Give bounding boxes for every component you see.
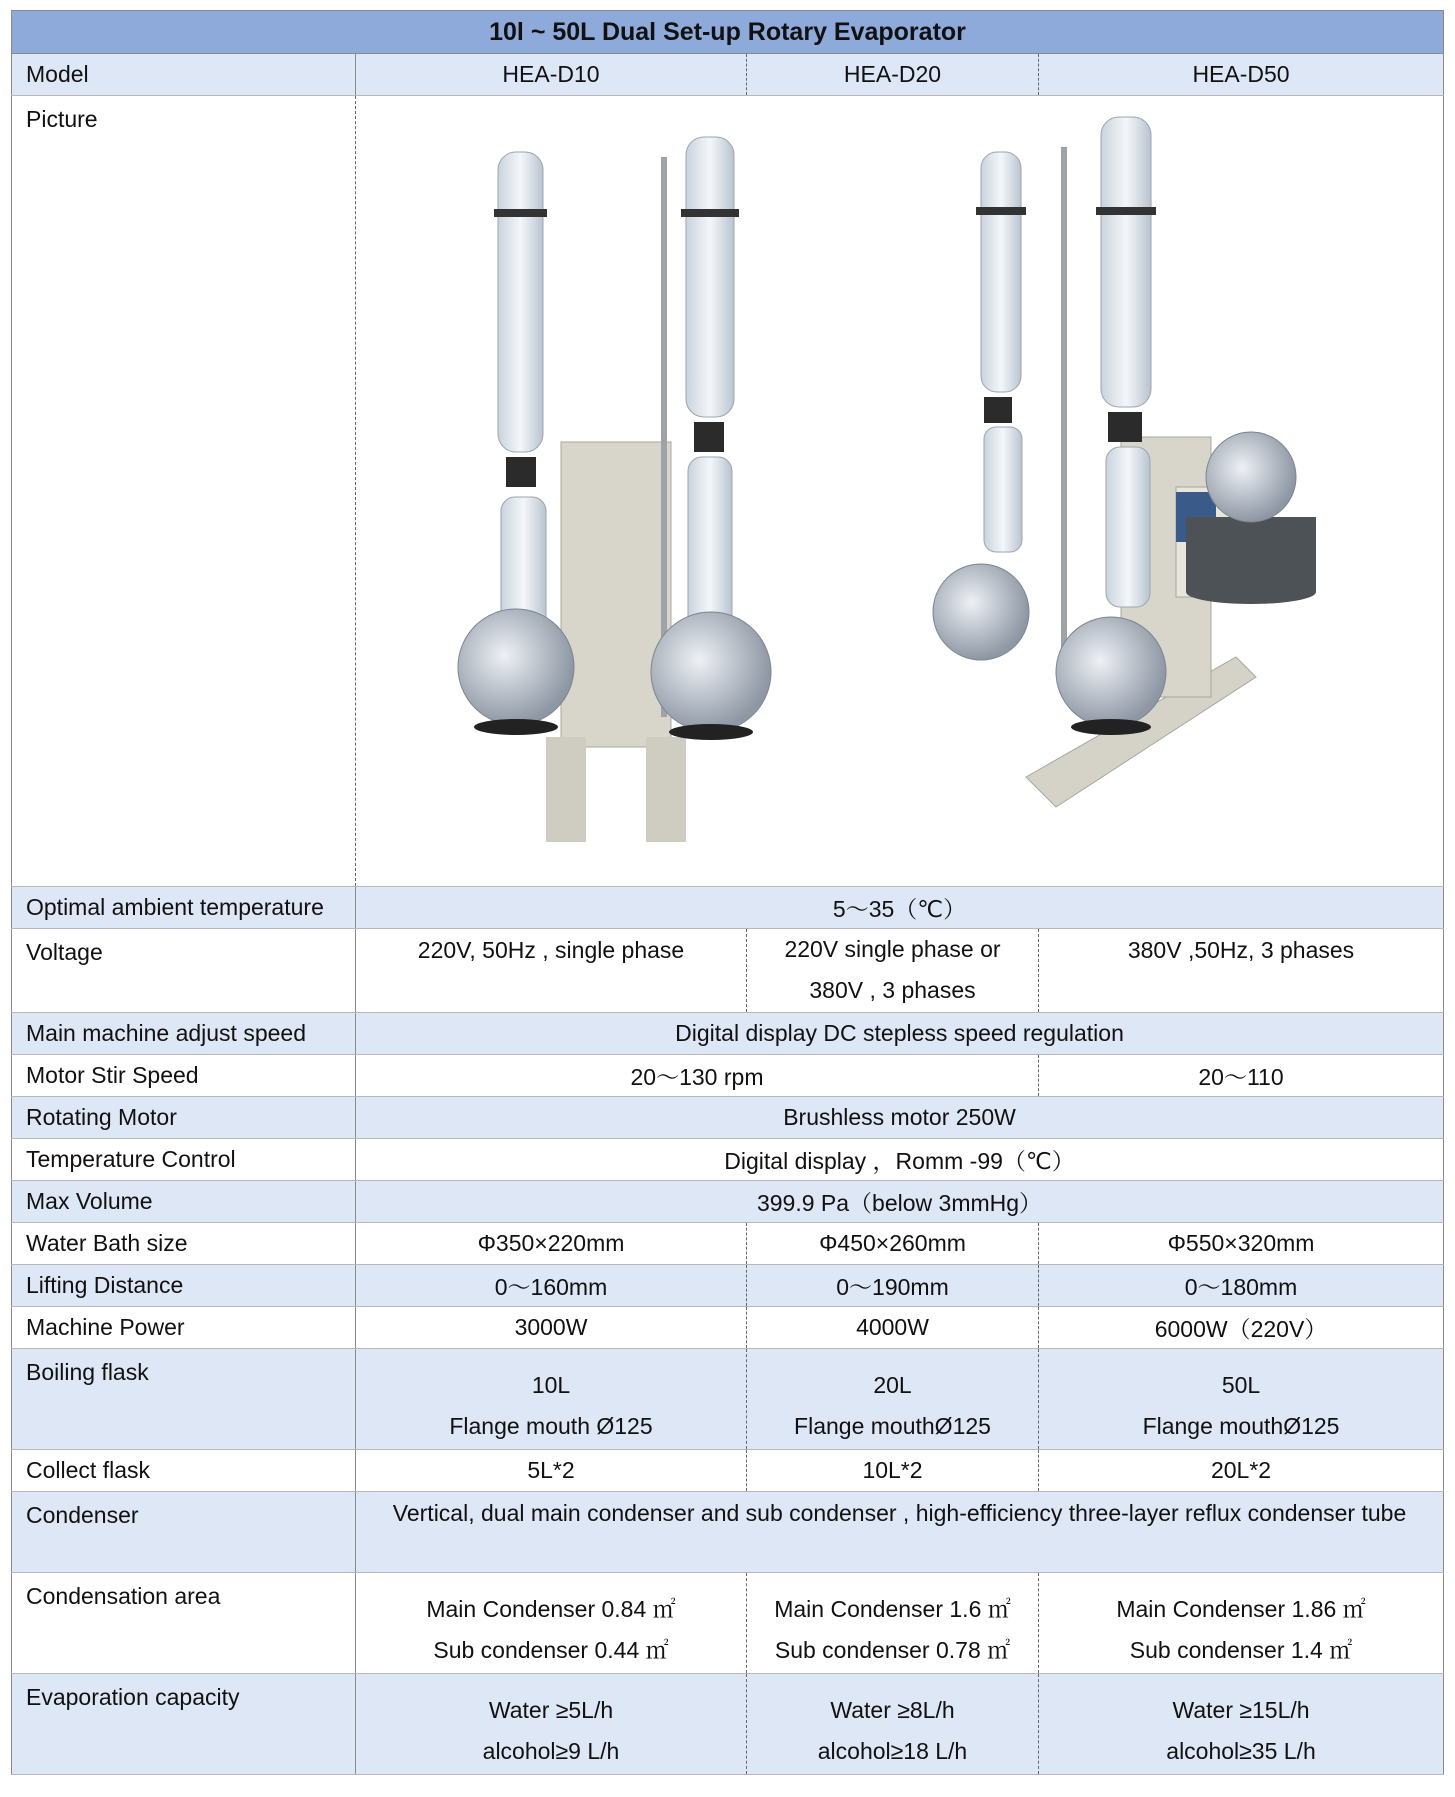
row-power bbox=[12, 1307, 1444, 1349]
power-d20: 4000W bbox=[747, 1307, 1039, 1349]
label-lift: Lifting Distance bbox=[12, 1265, 356, 1307]
row-voltage bbox=[12, 929, 1444, 1013]
product-image bbox=[356, 97, 1442, 886]
boil-d50-flange: Flange mouthØ125 bbox=[1142, 1413, 1340, 1439]
evap-d50-water: Water ≥15L/h bbox=[1172, 1697, 1310, 1723]
evap-d20 bbox=[747, 1674, 1039, 1775]
boil-d20-volume: 20L bbox=[873, 1372, 912, 1398]
bath-d10: Φ350×220mm bbox=[356, 1223, 747, 1265]
condarea-d10-sub: Sub condenser 0.44 ㎡ bbox=[433, 1637, 669, 1663]
boil-d50-volume: 50L bbox=[1221, 1372, 1261, 1398]
label-condenser: Condenser bbox=[12, 1492, 356, 1573]
model-d20: HEA-D20 bbox=[747, 54, 1039, 96]
label-evap: Evaporation capacity bbox=[12, 1674, 356, 1775]
evap-d10-alcohol: alcohol≥9 L/h bbox=[482, 1738, 620, 1764]
voltage-d10: 220V, 50Hz , single phase bbox=[356, 929, 747, 1013]
collect-d20: 10L*2 bbox=[747, 1450, 1039, 1492]
table-title: 10l ~ 50L Dual Set-up Rotary Evaporator bbox=[12, 11, 1444, 54]
stir-d10-d20: 20～130 rpm bbox=[356, 1055, 1039, 1097]
model-d50: HEA-D50 bbox=[1039, 54, 1444, 96]
label-voltage: Voltage bbox=[12, 929, 356, 1013]
label-adjust: Main machine adjust speed bbox=[12, 1013, 356, 1055]
row-adjust bbox=[12, 1013, 1444, 1055]
voltage-d20 bbox=[747, 929, 1039, 1013]
dual-evaporator-right bbox=[933, 117, 1316, 807]
power-d50: 6000W（220V） bbox=[1039, 1307, 1444, 1349]
bath-d50: Φ550×320mm bbox=[1039, 1223, 1444, 1265]
model-d10: HEA-D10 bbox=[356, 54, 747, 96]
row-condarea bbox=[12, 1573, 1444, 1674]
tempctrl-value: Digital display ，Romm -99（℃） bbox=[356, 1139, 1444, 1181]
row-condenser bbox=[12, 1492, 1444, 1573]
evap-d20-water: Water ≥8L/h bbox=[830, 1697, 955, 1723]
condarea-d50 bbox=[1039, 1573, 1444, 1674]
voltage-d20-line1: 220V single phase or bbox=[784, 936, 1001, 962]
label-tempctrl: Temperature Control bbox=[12, 1139, 356, 1181]
boil-d10-flange: Flange mouth Ø125 bbox=[449, 1413, 653, 1439]
lift-d50: 0～180mm bbox=[1039, 1265, 1444, 1307]
label-stir: Motor Stir Speed bbox=[12, 1055, 356, 1097]
boil-d20-flange: Flange mouthØ125 bbox=[794, 1413, 991, 1439]
stir-d50: 20～110 bbox=[1039, 1055, 1444, 1097]
row-stir bbox=[12, 1055, 1444, 1097]
row-temp bbox=[12, 887, 1444, 929]
picture-cell bbox=[356, 96, 1444, 887]
boil-d10-volume: 10L bbox=[531, 1372, 571, 1398]
lift-d10: 0～160mm bbox=[356, 1265, 747, 1307]
label-motor: Rotating Motor bbox=[12, 1097, 356, 1139]
evap-d50-alcohol: alcohol≥35 L/h bbox=[1166, 1738, 1316, 1764]
voltage-d20-line2: 380V , 3 phases bbox=[809, 977, 976, 1003]
lift-d20: 0～190mm bbox=[747, 1265, 1039, 1307]
collect-d10: 5L*2 bbox=[356, 1450, 747, 1492]
condarea-d50-main: Main Condenser 1.86 ㎡ bbox=[1116, 1596, 1366, 1622]
title-row bbox=[12, 11, 1444, 54]
label-condarea: Condensation area bbox=[12, 1573, 356, 1674]
label-temp: Optimal ambient temperature bbox=[12, 887, 356, 929]
condarea-d10 bbox=[356, 1573, 747, 1674]
row-maxvol bbox=[12, 1181, 1444, 1223]
condarea-d50-sub: Sub condenser 1.4 ㎡ bbox=[1129, 1637, 1353, 1663]
adjust-value: Digital display DC stepless speed regulation bbox=[356, 1013, 1444, 1055]
condarea-d20-main: Main Condenser 1.6 ㎡ bbox=[774, 1596, 1011, 1622]
boil-d20 bbox=[747, 1349, 1039, 1450]
power-d10: 3000W bbox=[356, 1307, 747, 1349]
row-evap bbox=[12, 1674, 1444, 1775]
maxvol-value: 399.9 Pa（below 3mmHg） bbox=[356, 1181, 1444, 1223]
evap-d50 bbox=[1039, 1674, 1444, 1775]
evap-d10 bbox=[356, 1674, 747, 1775]
row-lift bbox=[12, 1265, 1444, 1307]
row-motor bbox=[12, 1097, 1444, 1139]
evap-d20-alcohol: alcohol≥18 L/h bbox=[817, 1738, 968, 1764]
label-maxvol: Max Volume bbox=[12, 1181, 356, 1223]
label-model: Model bbox=[12, 54, 356, 96]
label-bath: Water Bath size bbox=[12, 1223, 356, 1265]
condarea-d10-main: Main Condenser 0.84 ㎡ bbox=[426, 1596, 676, 1622]
row-model bbox=[12, 54, 1444, 96]
label-power: Machine Power bbox=[12, 1307, 356, 1349]
motor-value: Brushless motor 250W bbox=[356, 1097, 1444, 1139]
collect-d50: 20L*2 bbox=[1039, 1450, 1444, 1492]
bath-d20: Φ450×260mm bbox=[747, 1223, 1039, 1265]
row-collect bbox=[12, 1450, 1444, 1492]
row-picture bbox=[12, 96, 1444, 887]
temp-value: 5～35（℃） bbox=[356, 887, 1444, 929]
label-picture: Picture bbox=[12, 96, 356, 887]
evap-d10-water: Water ≥5L/h bbox=[488, 1697, 614, 1723]
condarea-d20-sub: Sub condenser 0.78 ㎡ bbox=[774, 1637, 1011, 1663]
condenser-value: Vertical, dual main condenser and sub condenser , high-efficiency three-layer reflux condenser tube bbox=[356, 1492, 1444, 1573]
dual-evaporator-left bbox=[458, 137, 771, 842]
condarea-d20 bbox=[747, 1573, 1039, 1674]
spec-table bbox=[11, 10, 1444, 1775]
voltage-d50: 380V ,50Hz, 3 phases bbox=[1039, 929, 1444, 1013]
label-boil: Boiling flask bbox=[12, 1349, 356, 1450]
label-collect: Collect flask bbox=[12, 1450, 356, 1492]
row-boil bbox=[12, 1349, 1444, 1450]
boil-d50 bbox=[1039, 1349, 1444, 1450]
row-tempctrl bbox=[12, 1139, 1444, 1181]
boil-d10 bbox=[356, 1349, 747, 1450]
row-bath bbox=[12, 1223, 1444, 1265]
